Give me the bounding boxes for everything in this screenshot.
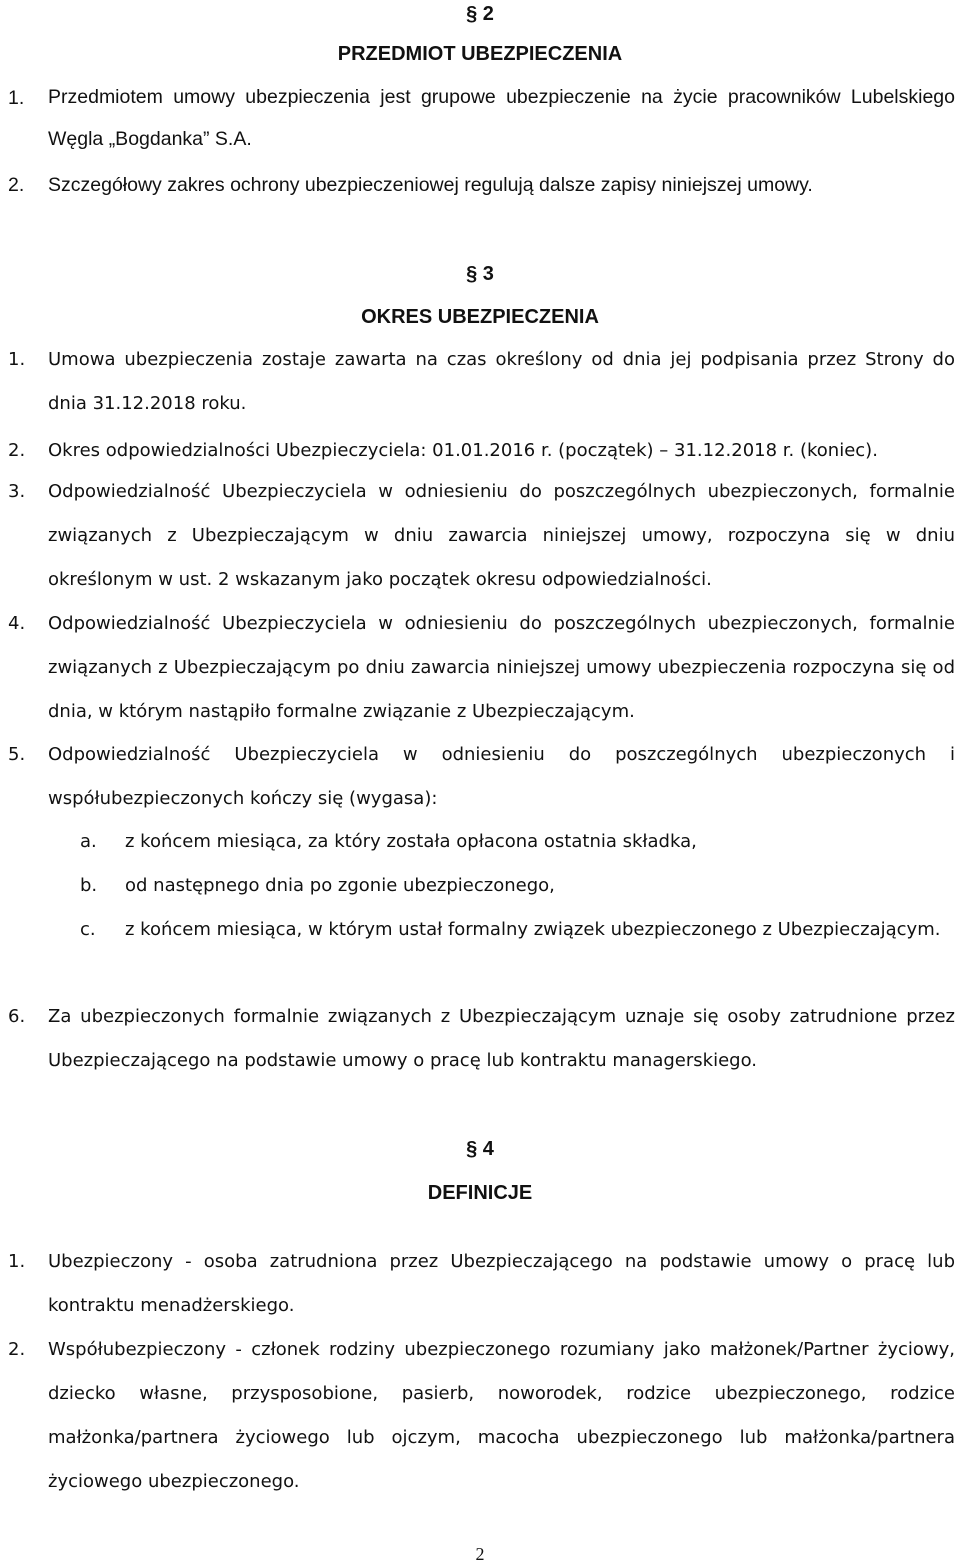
item-text: Ubezpieczony - osoba zatrudniona przez Ubezpieczającego na podstawie umowy o pracę lub kontraktu menadżerskiego. [48, 1251, 955, 1316]
item-text: Współubezpieczony - członek rodziny ubezpieczonego rozumiany jako małżonek/Partner życiowy, dziecko własne, przysposobione, pasierb, noworodek, rodzice ubezpieczonego, rodzice małżonka/partnera życiowego lub ojczym, macocha ubezpieczonego lub małżonka/partnera życiowego ubezpieczonego. [48, 1339, 955, 1492]
item-text: Szczegółowy zakres ochrony ubezpieczeniowej regulują dalsze zapisy niniejszej umowy. [48, 174, 813, 196]
item-number: 2. [8, 440, 26, 461]
item-text: Za ubezpieczonych formalnie związanych z Ubezpieczającym uznaje się osoby zatrudnione przez Ubezpieczającego na podstawie umowy o pracę lub kontraktu managerskiego. [48, 1006, 955, 1071]
item-text: Przedmiotem umowy ubezpieczenia jest grupowe ubezpieczenie na życie pracowników Lubelskiego Węgla „Bogdanka” S.A. [48, 86, 955, 150]
item-text: Odpowiedzialność Ubezpieczyciela w odniesieniu do poszczególnych ubezpieczonych, formalnie związanych z Ubezpieczającym po dniu zawarcia niniejszej umowy ubezpieczenia rozpoczyna się od dnia, w którym nastąpiło formalne związanie z Ubezpieczającym. [48, 613, 955, 722]
section-2-title: PRZEDMIOT UBEZPIECZENIA [337, 43, 623, 65]
item-number: 4. [8, 613, 26, 634]
item-number: 1. [8, 87, 25, 109]
subitem-text: z końcem miesiąca, w którym ustał formalny związek ubezpieczonego z Ubezpieczającym. [125, 919, 941, 940]
subitem-text: od następnego dnia po zgonie ubezpieczonego, [125, 875, 555, 896]
item-number: 1. [8, 1251, 26, 1272]
item-number: 1. [8, 349, 26, 370]
page-number: 2 [475, 1544, 485, 1564]
subitem-letter: a. [80, 831, 97, 852]
item-number: 6. [8, 1006, 26, 1027]
section-3-number: § 3 [466, 263, 494, 285]
item-number: 3. [8, 481, 26, 502]
item-number: 2. [8, 174, 25, 196]
item-text: Okres odpowiedzialności Ubezpieczyciela: 01.01.2016 r. (początek) – 31.12.2018 r. (koniec). [48, 440, 878, 461]
section-3-title: OKRES UBEZPIECZENIA [361, 306, 599, 328]
subitem-letter: c. [80, 919, 96, 940]
item-number: 5. [8, 744, 26, 765]
item-text: Umowa ubezpieczenia zostaje zawarta na czas określony od dnia jej podpisania przez Strony do dnia 31.12.2018 roku. [48, 349, 955, 414]
subitem-text: z końcem miesiąca, za który została opłacona ostatnia składka, [125, 831, 697, 852]
item-text: Odpowiedzialność Ubezpieczyciela w odniesieniu do poszczególnych ubezpieczonych i współubezpieczonych kończy się (wygasa): [48, 744, 955, 809]
item-text: Odpowiedzialność Ubezpieczyciela w odniesieniu do poszczególnych ubezpieczonych, formalnie związanych z Ubezpieczającym w dniu zawarcia niniejszej umowy, rozpoczyna się w dniu określonym w ust. 2 wskazanym jako początek okresu odpowiedzialności. [48, 481, 955, 590]
subitem-letter: b. [80, 875, 98, 896]
item-number: 2. [8, 1339, 26, 1360]
section-2-number: § 2 [466, 3, 494, 25]
section-4-number: § 4 [466, 1138, 494, 1160]
section-4-title: DEFINICJE [427, 1182, 533, 1204]
